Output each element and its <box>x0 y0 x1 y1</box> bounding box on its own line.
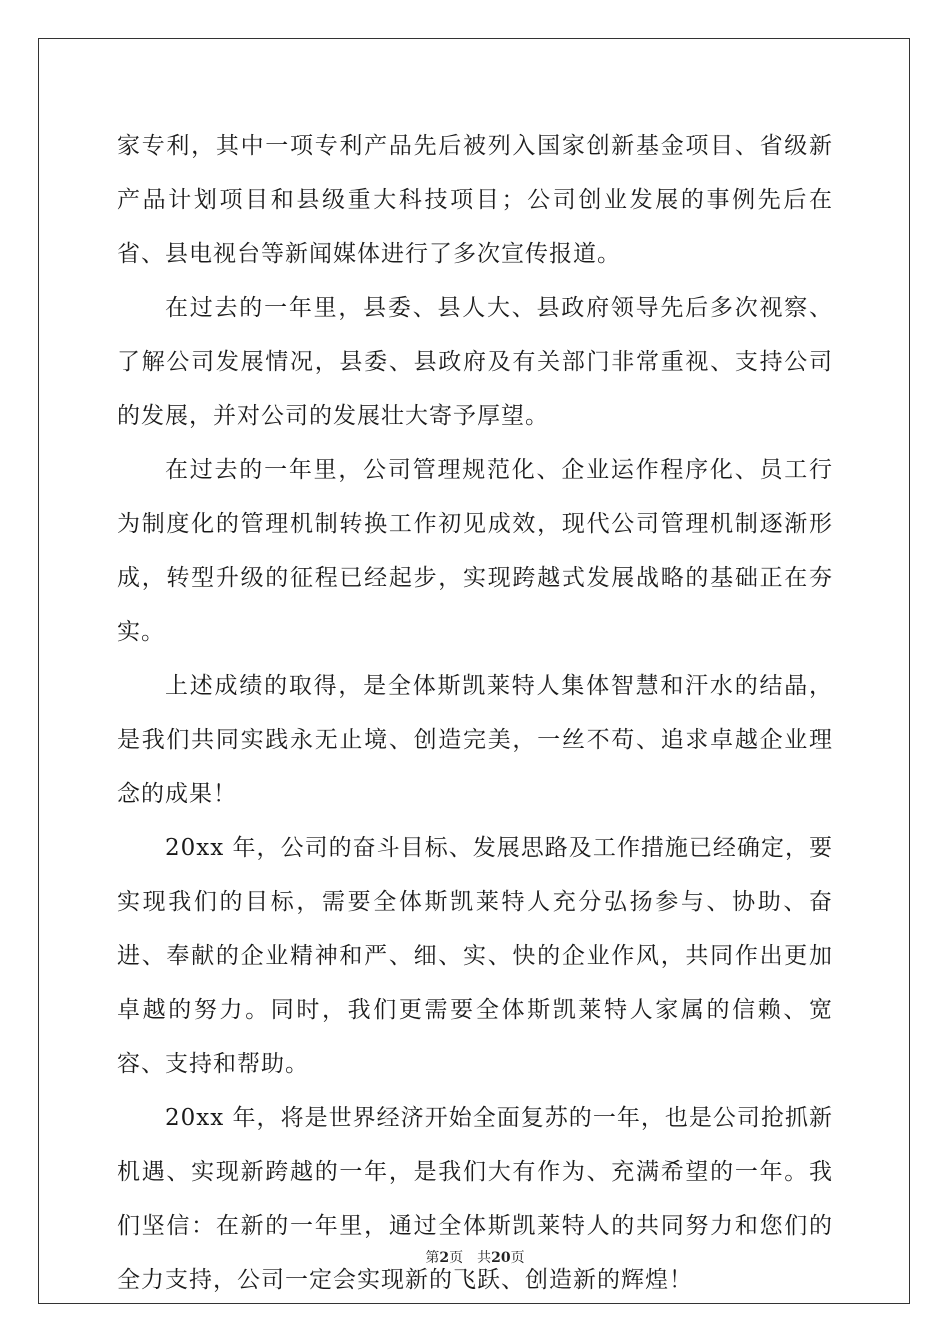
total-suffix: 页 <box>510 1250 525 1266</box>
paragraph-6: 20xx 年，将是世界经济开始全面复苏的一年，也是公司抢抓新机遇、实现新跨越的一年，是我们大有作为、充满希望的一年。我们坚信：在新的一年里，通过全体斯凯莱特人的共同努力和您们的全力支持，公司一定会实现新的飞跃、创造新的辉煌！ <box>117 1105 833 1293</box>
page-prefix: 第 <box>425 1250 440 1266</box>
page-number: 2 <box>439 1250 450 1266</box>
paragraph-2: 在过去的一年里，县委、县人大、县政府领导先后多次视察、了解公司发展情况，县委、县政府及有关部门非常重视、支持公司的发展，并对公司的发展壮大寄予厚望。 <box>117 295 833 429</box>
total-prefix: 共 <box>477 1250 492 1266</box>
paragraph-5: 20xx 年，公司的奋斗目标、发展思路及工作措施已经确定，要实现我们的目标，需要全体斯凯莱特人充分弘扬参与、协助、奋进、奉献的企业精神和严、细、实、快的企业作风，共同作出更加卓越的努力。同时，我们更需要全体斯凯莱特人家属的信赖、宽容、支持和帮助。 <box>117 835 833 1077</box>
paragraph-3: 在过去的一年里，公司管理规范化、企业运作程序化、员工行为制度化的管理机制转换工作初见成效，现代公司管理机制逐渐形成，转型升级的征程已经起步，实现跨越式发展战略的基础正在夯实。 <box>117 457 833 645</box>
paragraph-4: 上述成绩的取得，是全体斯凯莱特人集体智慧和汗水的结晶，是我们共同实践永无止境、创造完美，一丝不苟、追求卓越企业理念的成果！ <box>117 673 833 807</box>
total-pages: 20 <box>491 1250 511 1266</box>
paragraph-1: 家专利，其中一项专利产品先后被列入国家创新基金项目、省级新产品计划项目和县级重大科技项目；公司创业发展的事例先后在省、县电视台等新闻媒体进行了多次宣传报道。 <box>117 133 833 267</box>
document-body <box>117 119 833 1307</box>
page-suffix: 页 <box>449 1250 464 1266</box>
page-footer <box>0 1248 950 1268</box>
